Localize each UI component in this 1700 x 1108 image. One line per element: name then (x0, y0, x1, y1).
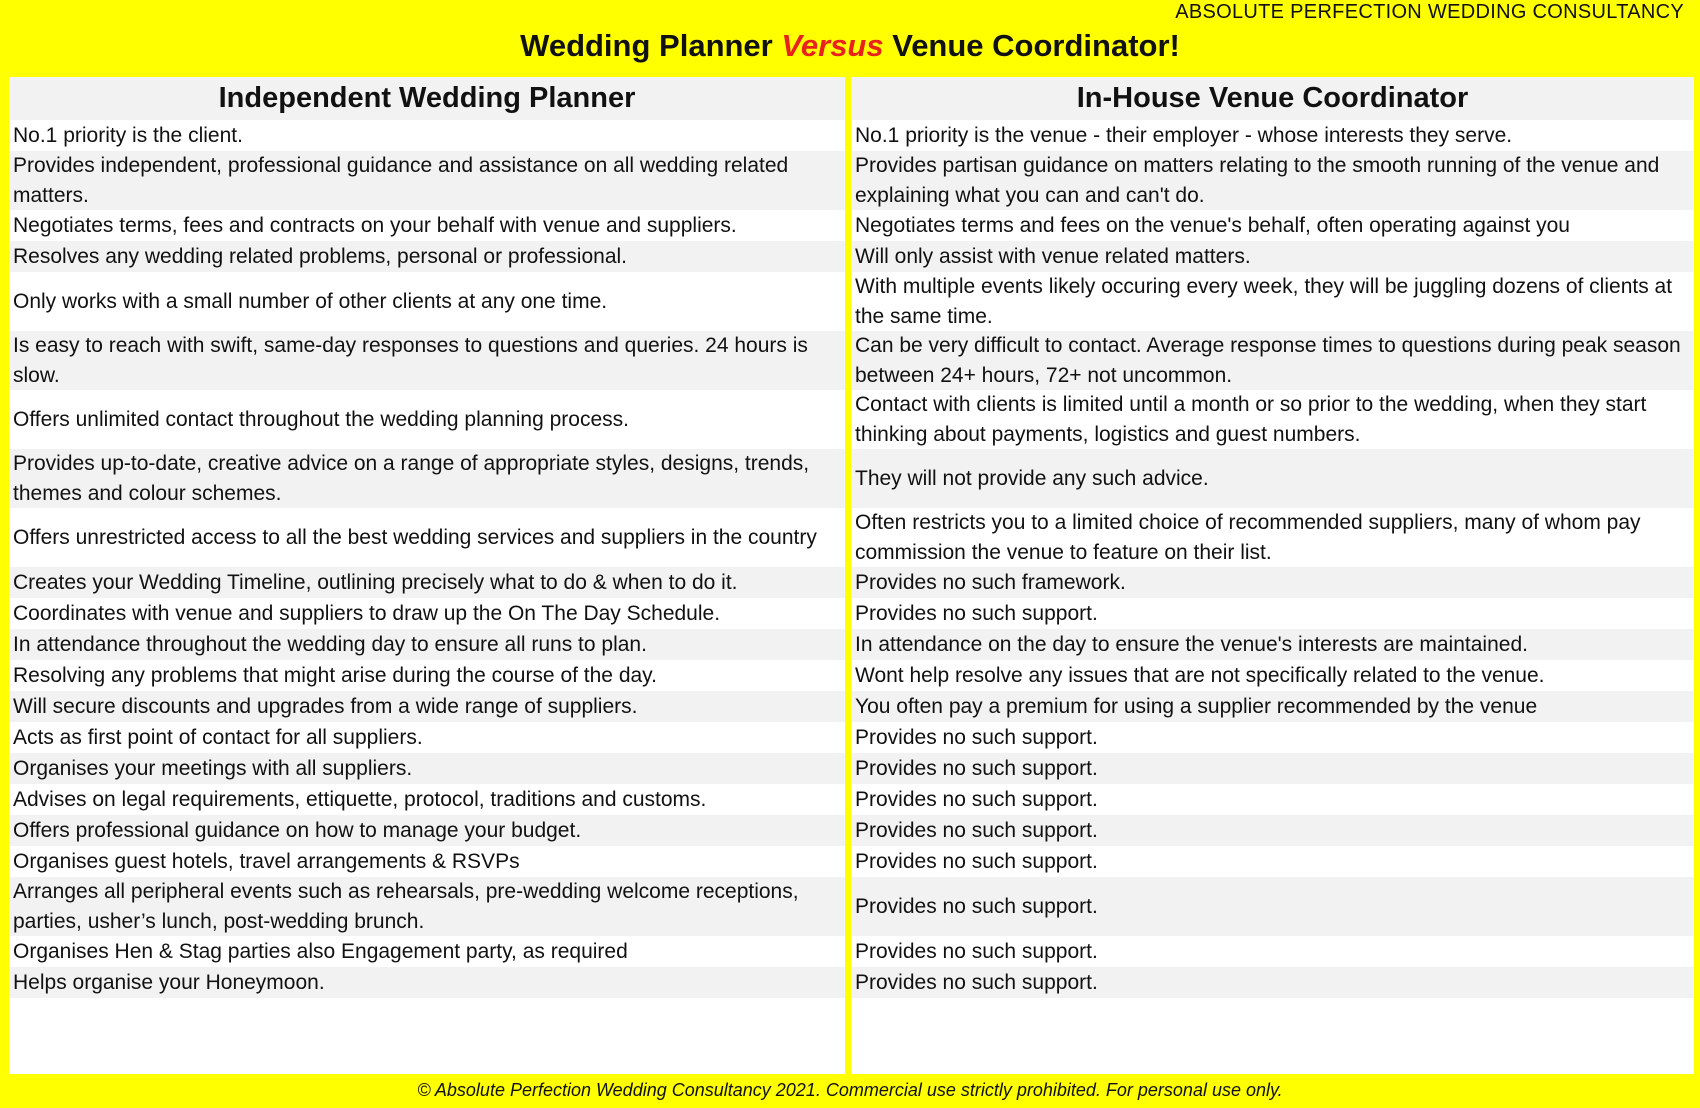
coordinator-cell: Provides no such support. (851, 753, 1694, 784)
coordinator-cell: You often pay a premium for using a supplier recommended by the venue (851, 691, 1694, 722)
title-part-planner: Wedding Planner (520, 28, 782, 63)
coordinator-cell: No.1 priority is the venue - their employer - whose interests they serve. (855, 123, 1513, 147)
planner-cell: Organises your meetings with all suppliers. (9, 753, 845, 784)
coordinator-cell: Provides no such support. (855, 601, 1098, 625)
planner-cell: Resolves any wedding related problems, personal or professional. (9, 241, 845, 272)
planner-cell: Coordinates with venue and suppliers to draw up the On The Day Schedule. (13, 601, 721, 625)
brand-name: ABSOLUTE PERFECTION WEDDING CONSULTANCY (1175, 1, 1684, 23)
planner-cell: Creates your Wedding Timeline, outlining precisely what to do & when to do it. (9, 567, 845, 598)
title-versus: Versus (781, 28, 884, 63)
planner-cell: No.1 priority is the client. (13, 123, 243, 147)
coordinator-cell: Can be very difficult to contact. Average response times to questions during peak season between 24+ hours, 72+ not uncommon. (851, 331, 1694, 390)
planner-cell: Arranges all peripheral events such as rehearsals, pre-wedding welcome receptions, parties, usher’s lunch, post-wedding brunch. (9, 877, 845, 936)
planner-cell: Organises Hen & Stag parties also Engagement party, as required (13, 939, 628, 963)
coordinator-cell: Provides no such support. (855, 725, 1098, 749)
planner-cell: Acts as first point of contact for all suppliers. (13, 725, 423, 749)
coordinator-cell: Provides no such support. (851, 877, 1694, 936)
coordinator-cell: Provides no such support. (855, 787, 1098, 811)
planner-column-header: Independent Wedding Planner (9, 77, 845, 120)
coordinator-cell: With multiple events likely occuring every week, they will be juggling dozens of clients at the same time. (855, 274, 1673, 328)
copyright-footer: © Absolute Perfection Wedding Consultancy 2021. Commercial use strictly prohibited. For personal use only. (417, 1080, 1283, 1100)
coordinator-cell: Negotiates terms and fees on the venue's behalf, often operating against you (855, 213, 1570, 237)
coordinator-cell: Often restricts you to a limited choice of recommended suppliers, many of whom pay commission the venue to feature on their list. (855, 510, 1641, 564)
planner-cell: In attendance throughout the wedding day to ensure all runs to plan. (9, 629, 845, 660)
coordinator-column (851, 77, 1694, 1074)
planner-cell: Provides independent, professional guidance and assistance on all wedding related matters. (9, 151, 845, 210)
page-title (0, 26, 1700, 66)
coordinator-cell: Provides no such support. (851, 815, 1694, 846)
planner-cell: Will secure discounts and upgrades from a wide range of suppliers. (9, 691, 845, 722)
coordinator-cell: Provides no such support. (855, 939, 1098, 963)
planner-column (9, 77, 845, 1074)
planner-cell: Organises guest hotels, travel arrangements & RSVPs (13, 849, 520, 873)
coordinator-column-header: In-House Venue Coordinator (851, 77, 1694, 120)
planner-cell: Provides up-to-date, creative advice on a range of appropriate styles, designs, trends, themes and colour schemes. (9, 449, 845, 508)
planner-cell: Negotiates terms, fees and contracts on your behalf with venue and suppliers. (13, 213, 737, 237)
planner-cell: Only works with a small number of other clients at any one time. (13, 289, 608, 313)
coordinator-cell: They will not provide any such advice. (851, 449, 1694, 508)
planner-cell: Offers professional guidance on how to manage your budget. (9, 815, 845, 846)
planner-cell: Resolving any problems that might arise during the course of the day. (13, 663, 657, 687)
planner-cell: Advises on legal requirements, ettiquette, protocol, traditions and customs. (13, 787, 707, 811)
coordinator-cell: Provides no such support. (855, 849, 1098, 873)
planner-cell: Offers unrestricted access to all the best wedding services and suppliers in the country (13, 525, 817, 549)
planner-cell: Is easy to reach with swift, same-day responses to questions and queries. 24 hours is slow. (9, 331, 845, 390)
coordinator-cell: Contact with clients is limited until a month or so prior to the wedding, when they start thinking about payments, logistics and guest numbers. (855, 392, 1647, 446)
coordinator-cell: Will only assist with venue related matters. (851, 241, 1694, 272)
planner-cell: Offers unlimited contact throughout the wedding planning process. (13, 407, 629, 431)
comparison-table (9, 77, 1694, 1074)
title-part-coordinator: Venue Coordinator! (883, 28, 1180, 63)
planner-cell: Helps organise your Honeymoon. (9, 967, 845, 998)
coordinator-cell: Provides no such framework. (851, 567, 1694, 598)
coordinator-cell: Provides no such support. (851, 967, 1694, 998)
coordinator-cell: Provides partisan guidance on matters relating to the smooth running of the venue and explaining what you can and can't do. (851, 151, 1694, 210)
coordinator-cell: In attendance on the day to ensure the venue's interests are maintained. (851, 629, 1694, 660)
coordinator-cell: Wont help resolve any issues that are not specifically related to the venue. (855, 663, 1545, 687)
